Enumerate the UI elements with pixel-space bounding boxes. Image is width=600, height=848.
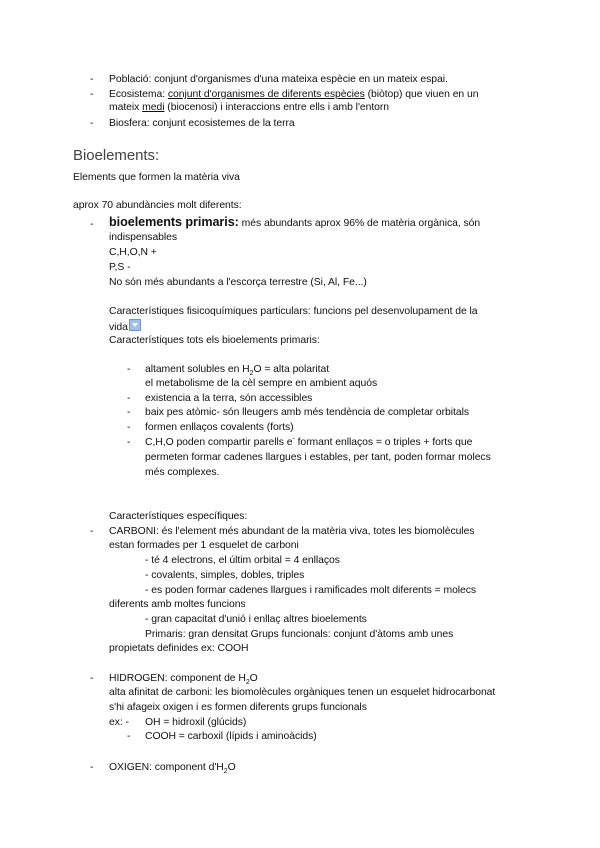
carboni-line: estan formades per 1 esquelet de carboni xyxy=(109,540,299,551)
list-bullet: - xyxy=(90,74,94,85)
enllacos-item: formen enllaços covalents (forts) xyxy=(145,422,294,433)
ecosistema-item: Ecosistema: conjunt d'organismes de diferents espècies (biòtop) que viuen en un xyxy=(109,89,479,100)
list-bullet: - xyxy=(90,219,94,230)
fisicoquimiques-cont: vida xyxy=(109,319,141,334)
list-bullet: - xyxy=(127,731,131,742)
list-bullet: - xyxy=(127,393,131,404)
compartir-cont2: més complexes. xyxy=(145,467,220,478)
carboni-line: - gran capacitat d'unió i enllaç altres bioelements xyxy=(145,614,367,625)
carboni-line: - té 4 electrons, el últim orbital = 4 enllaços xyxy=(145,555,340,566)
list-bullet: - xyxy=(127,407,131,418)
no-son-line: No són més abundants a l'escorça terrestre (Si, Al, Fe...) xyxy=(109,277,367,288)
section-heading: Bioelements: xyxy=(73,147,160,164)
list-bullet: - xyxy=(90,89,94,100)
solubles-cont: el metabolisme de la cèl sempre en ambient aquós xyxy=(145,378,378,389)
primaris-cont: indispensables xyxy=(109,232,178,243)
primaris-item: bioelements primaris: més abundants aprox 96% de matèria orgànica, són xyxy=(109,215,481,229)
list-bullet: - xyxy=(127,437,131,448)
chon-line: C,H,O,N + xyxy=(109,247,157,258)
list-bullet: - xyxy=(127,422,131,433)
solubles-item: altament solubles en $H_2O$ = alta polaritat xyxy=(145,364,330,378)
arrow-down-icon[interactable] xyxy=(129,319,141,331)
intro-text: Elements que formen la matèria viva xyxy=(73,172,240,183)
list-bullet: - xyxy=(90,526,94,537)
hidrogen-line: alta afinitat de carboni: les biomolècules orgàniques tenen un esquelet hidrocarbonat xyxy=(109,687,496,698)
existencia-item: existencia a la terra, són accessibles xyxy=(145,393,313,404)
list-bullet: - xyxy=(90,762,94,773)
compartir-cont: permeten formar cadenes llargues i estables, per tant, poden formar molecs xyxy=(145,452,491,463)
list-bullet: - xyxy=(90,118,94,129)
carboni-line: - es poden formar cadenes llargues i ramificades molt diferents = molecs xyxy=(145,585,477,596)
biosfera-item: Biosfera: conjunt ecosistemes de la terra xyxy=(109,118,295,129)
poblacio-item: Població: conjunt d'organismes d'una mateixa espècie en un mateix espai. xyxy=(109,74,448,85)
list-bullet: - xyxy=(127,364,131,375)
list-bullet: - xyxy=(90,673,94,684)
ecosistema-item-cont: mateix medi (biocenosi) i interaccions entre ells i amb l'entorn xyxy=(109,102,390,113)
ps-line: P,S - xyxy=(109,262,131,273)
carboni-line: diferents amb moltes funcions xyxy=(109,599,246,610)
oxigen-item: OXIGEN: component $d'H_2O$ xyxy=(109,762,236,776)
fisicoquimiques-line: Característiques fisicoquímiques particulars: funcions pel desenvolupament de la xyxy=(109,306,478,317)
hidrogen-line: s'hi afageix oxigen i es formen diferents grups funcionals xyxy=(109,702,367,713)
hidrogen-ex-line: ex: - xyxy=(109,717,129,728)
carboni-line: Primaris: gran densitat Grups funcionals: conjunt d'àtoms amb unes xyxy=(145,629,454,640)
carboni-item: CARBONI: és l'element més abundant de la matèria viva, totes les biomolècules xyxy=(109,526,475,537)
baix-pes-item: baix pes atòmic- són lleugers amb més tendència de completar orbitals xyxy=(145,407,470,418)
carboni-line: - covalents, simples, dobles, triples xyxy=(145,570,305,581)
caracteristiques-tots: Característiques tots els bioelements primaris: xyxy=(109,335,320,346)
compartir-item: C,H,O poden compartir parells e- formant enllaços = o triples + forts que xyxy=(145,435,473,448)
hidroxil-line: OH = hidroxil (glúcids) xyxy=(145,717,247,728)
hidrogen-item: HIDROGEN: component de $H_2O$ xyxy=(109,673,258,687)
aprox-text: aprox 70 abundàncies molt diferents: xyxy=(73,200,242,211)
carboni-line: propietats definides ex: COOH xyxy=(109,643,249,654)
especifiques-heading: Característiques específiques: xyxy=(109,511,248,522)
carboxil-line: COOH = carboxil (lípids i aminoàcids) xyxy=(145,731,317,742)
